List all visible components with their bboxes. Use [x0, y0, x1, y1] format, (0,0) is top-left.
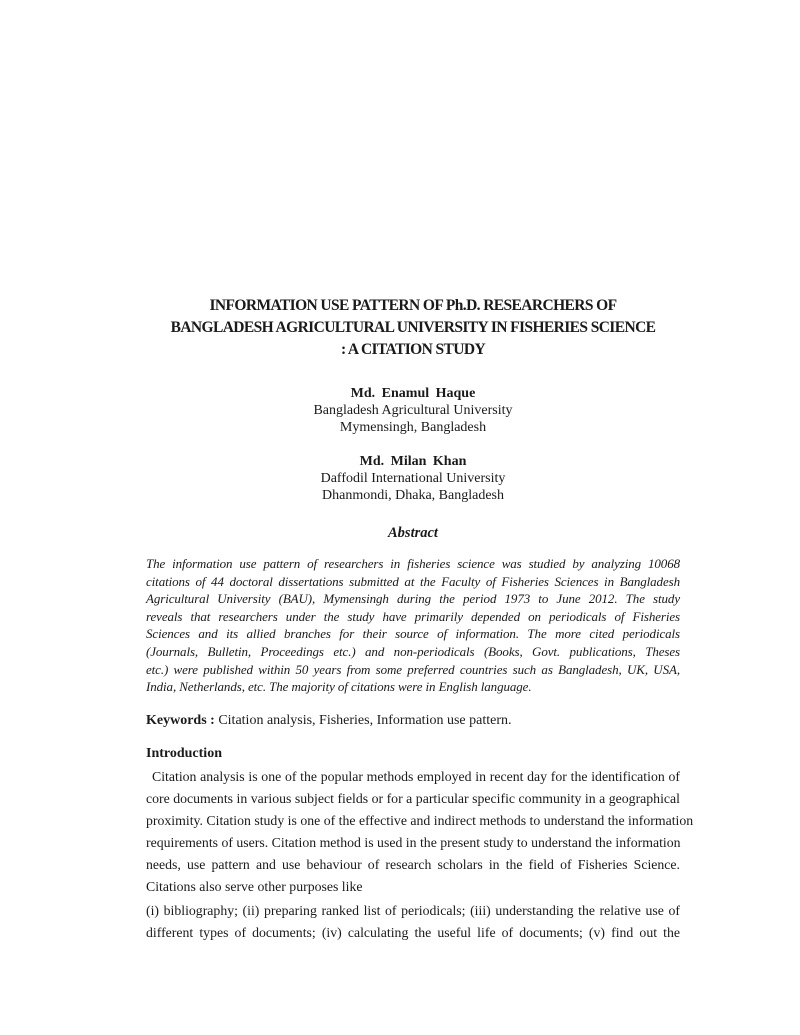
abstract-line: citations of 44 doctoral dissertations submitted at the Faculty of Fisheries Sciences in Bangladesh	[146, 573, 680, 589]
paragraph-line: needs, use pattern and use behaviour of research scholars in the field of Fisheries Science.	[146, 856, 680, 872]
paragraph-line: core documents in various subject fields or for a particular specific community in a geographical	[146, 790, 680, 806]
keywords-text: Citation analysis, Fisheries, Information use pattern.	[214, 712, 512, 728]
paragraph-line: Citation analysis is one of the popular methods employed in recent day for the identification of	[152, 768, 680, 784]
abstract-line: The information use pattern of researchers in fisheries science was studied by analyzing 10068	[146, 556, 680, 571]
abstract-line: etc.) were published within 50 years from some preferred countries such as Bangladesh, UK, USA,	[146, 661, 680, 677]
keywords-label: Keywords :	[146, 712, 215, 728]
author-affiliation: Bangladesh Agricultural University	[313, 403, 513, 418]
abstract-line: (Journals, Bulletin, Proceedings etc.) and non-periodicals (Books, Govt. publications, Theses	[146, 643, 680, 659]
keywords	[146, 712, 680, 730]
title-line: : A CITATION STUDY	[340, 341, 486, 358]
title-line: INFORMATION USE PATTERN OF Ph.D. RESEARCHERS OF	[209, 297, 617, 314]
author-block	[146, 453, 680, 504]
paragraph-line: Citations also serve other purposes like	[146, 878, 363, 894]
author-location: Mymensingh, Bangladesh	[339, 420, 487, 435]
section-heading-introduction: Introduction	[146, 745, 222, 761]
paragraph-line: requirements of users. Citation method is used in the present study to understand the information	[146, 834, 681, 850]
paragraph-line: (i) bibliography; (ii) preparing ranked list of periodicals; (iii) understanding the relative use of	[146, 902, 680, 918]
paragraph-line: proximity. Citation study is one of the effective and indirect methods to understand the information	[146, 812, 694, 828]
title-line: BANGLADESH AGRICULTURAL UNIVERSITY IN FISHERIES SCIENCE	[170, 319, 656, 336]
paper-title	[146, 295, 680, 361]
abstract-body	[146, 555, 680, 696]
abstract-heading: Abstract	[388, 525, 438, 541]
paragraph-line: different types of documents; (iv) calculating the useful life of documents; (v) find out the	[146, 924, 680, 940]
author-location: Dhanmondi, Dhaka, Bangladesh	[322, 488, 504, 503]
author-block	[146, 385, 680, 436]
author-name: Md. Enamul Haque	[350, 386, 476, 401]
abstract-line: India, Netherlands, etc. The majority of citations were in English language.	[146, 679, 532, 695]
purposes-paragraph	[146, 900, 680, 944]
abstract-line: reveals that researchers under the study have primarily depended on periodicals of Fisheries	[146, 608, 680, 624]
abstract-line: Agricultural University (BAU), Mymensingh during the period 1973 to June 2012. The study	[146, 591, 680, 607]
introduction-paragraph	[146, 766, 694, 898]
abstract-line: Sciences and its allied branches for their source of information. The more cited periodicals	[146, 626, 680, 642]
paper-page	[146, 295, 694, 944]
author-affiliation: Daffodil International University	[320, 471, 506, 486]
author-name: Md. Milan Khan	[359, 454, 467, 469]
